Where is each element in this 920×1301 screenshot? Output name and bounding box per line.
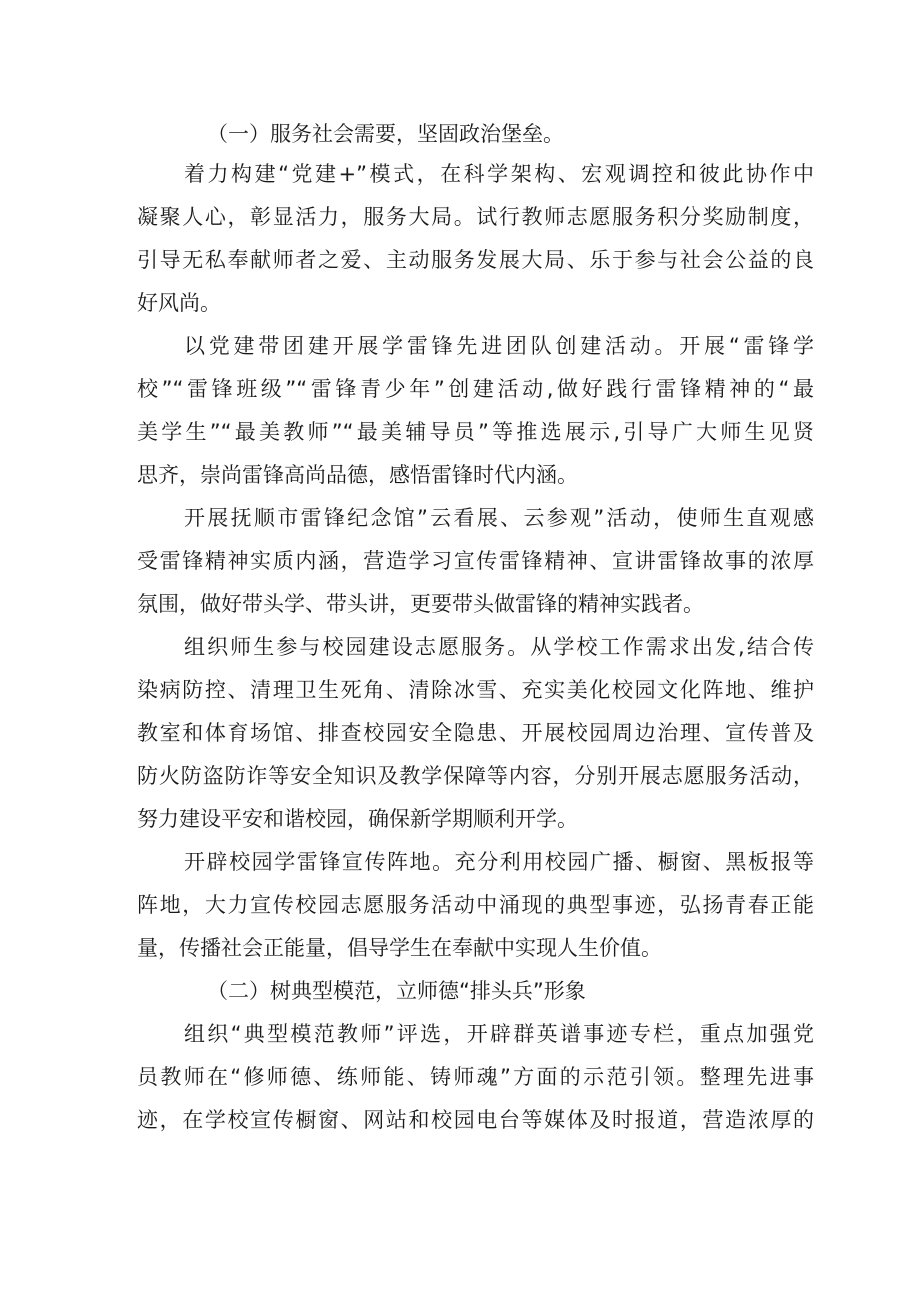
- paragraph-line: 开展抚顺市雷锋纪念馆”云看展、云参观”活动，使师生直观感: [184, 506, 814, 530]
- paragraph-line: 染病防控、清理卫生死角、清除冰雪、充实美化校园文化阵地、维护: [137, 678, 814, 702]
- paragraph-line: 受雷锋精神实质内涵，营造学习宣传雷锋精神、宣讲雷锋故事的浓厚: [137, 549, 814, 573]
- paragraph-line: 思齐，崇尚雷锋高尚品德，感悟雷锋时代内涵。: [137, 463, 578, 487]
- paragraph-line: 组织师生参与校园建设志愿服务。从学校工作需求出发,结合传: [184, 635, 814, 659]
- paragraph-line: 防火防盗防诈等安全知识及教学保障等内容，分别开展志愿服务活动，: [137, 764, 814, 788]
- paragraph-line: 量，传播社会正能量，倡导学生在奉献中实现人生价值。: [137, 936, 662, 960]
- paragraph-line: 美学生”“最美教师”“最美辅导员”等推选展示,引导广大师生见贤: [137, 420, 814, 444]
- paragraph-line: 凝聚人心，彰显活力，服务大局。试行教师志愿服务积分奖励制度，: [137, 205, 814, 229]
- paragraph-line: 着力构建“党建+”模式，在科学架构、宏观调控和彼此协作中: [184, 162, 814, 186]
- paragraph-line: 迹，在学校宣传橱窗、网站和校园电台等媒体及时报道，营造浓厚的: [137, 1108, 814, 1132]
- paragraph-line: 校”“雷锋班级”“雷锋青少年”创建活动,做好践行雷锋精神的“最: [137, 377, 814, 401]
- paragraph-line: 阵地，大力宣传校园志愿服务活动中涌现的典型事迹，弘扬青春正能: [137, 893, 814, 917]
- section-heading-2: （二）树典型模范，立师德“排头兵”形象: [207, 979, 586, 1003]
- paragraph-line: 以党建带团建开展学雷锋先进团队创建活动。开展“雷锋学: [184, 334, 814, 358]
- paragraph-line: 开辟校园学雷锋宣传阵地。充分利用校园广播、橱窗、黑板报等: [184, 850, 814, 874]
- paragraph-line: 努力建设平安和谐校园，确保新学期顺利开学。: [137, 807, 578, 831]
- paragraph-line: 好风尚。: [137, 291, 221, 315]
- section-heading-1: （一）服务社会需要，坚固政治堡垒。: [207, 122, 564, 146]
- paragraph-line: 教室和体育场馆、排查校园安全隐患、开展校园周边治理、宣传普及: [137, 721, 814, 745]
- paragraph-line: 氛围，做好带头学、带头讲，更要带头做雷锋的精神实践者。: [137, 592, 704, 616]
- paragraph-line: 员教师在“修师德、练师能、铸师魂”方面的示范引领。整理先进事: [137, 1065, 814, 1089]
- paragraph-line: 引导无私奉献师者之爱、主动服务发展大局、乐于参与社会公益的良: [137, 248, 814, 272]
- paragraph-line: 组织“典型模范教师”评选，开辟群英谱事迹专栏，重点加强党: [184, 1022, 814, 1046]
